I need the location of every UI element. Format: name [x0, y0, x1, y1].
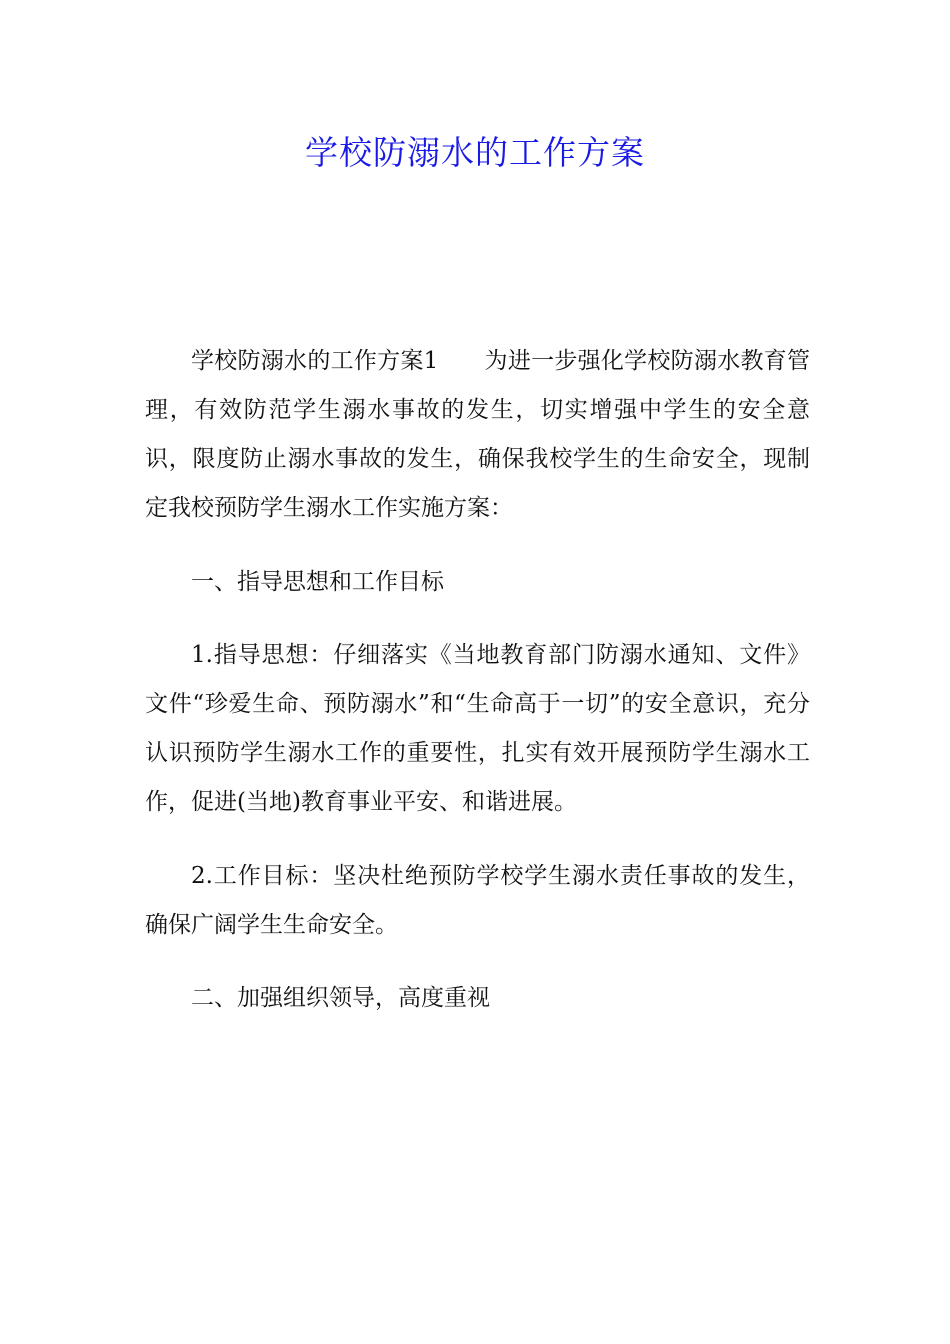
section-heading-2: 二、加强组织领导，高度重视	[191, 985, 490, 1011]
paragraph-text: 为进一步强化学校防溺水教育管理，有效防范学生溺水事故的发生，切实增强中学生的安全意识，限度防止溺水事故的发生，确保我校学生的生命安全，现制定我校预防学生溺水工作实施方案：	[145, 348, 811, 521]
paragraph-lead: 学校防溺水的工作方案1	[191, 348, 439, 374]
paragraph-work-goal: 2.工作目标：坚决杜绝预防学校学生溺水责任事故的发生，确保广阔学生生命安全。	[145, 862, 810, 938]
paragraph-intro	[145, 337, 810, 533]
document-body	[145, 337, 810, 1048]
section-heading-1: 一、指导思想和工作目标	[191, 568, 444, 595]
paragraph-guiding-thought: 1.指导思想：仔细落实《当地教育部门防溺水通知、文件》文件“珍爱生命、预防溺水”和“生命高于一切”的安全意识，充分认识预防学生溺水工作的重要性，扎实有效开展预防学生溺水工作，促进(当地)教育事业平安、和谐进展。	[145, 642, 810, 815]
document-title: 学校防溺水的工作方案	[305, 133, 645, 172]
